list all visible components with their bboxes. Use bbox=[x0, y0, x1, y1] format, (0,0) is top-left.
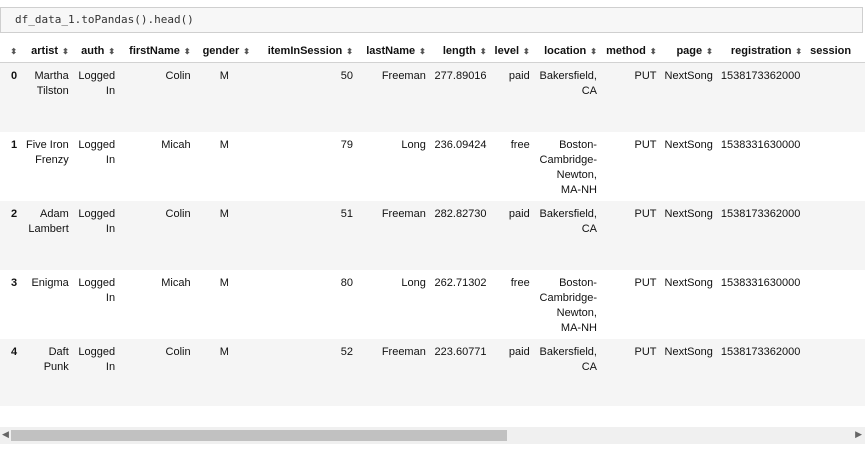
cell-method: PUT bbox=[603, 270, 663, 339]
cell-auth bbox=[75, 201, 121, 270]
cell-method: PUT bbox=[603, 63, 663, 132]
cell-line: Logged bbox=[78, 276, 116, 289]
cell-session bbox=[808, 339, 865, 407]
sort-icon[interactable]: ⬍ bbox=[183, 47, 191, 56]
cell-line: Bakersfield, bbox=[539, 345, 597, 358]
cell-location bbox=[536, 63, 603, 132]
column-header-registration[interactable]: registration ⬍ bbox=[719, 40, 808, 63]
cell-artist bbox=[23, 201, 75, 270]
cell-length: 223.60771 bbox=[432, 339, 493, 407]
output-padding bbox=[0, 406, 865, 424]
cell-line: Cambridge- bbox=[539, 153, 597, 166]
cell-line: Five Iron bbox=[25, 138, 69, 151]
scrollbar-thumb[interactable] bbox=[11, 430, 507, 441]
table-row bbox=[0, 270, 865, 339]
cell-line: Lambert bbox=[28, 222, 69, 235]
column-header-page[interactable]: page ⬍ bbox=[663, 40, 719, 63]
cell-location bbox=[536, 339, 603, 407]
cell-firstName: Micah bbox=[121, 132, 197, 201]
cell-artist bbox=[23, 132, 75, 201]
cell-line: Logged bbox=[78, 207, 116, 220]
cell-line: Logged bbox=[78, 138, 116, 151]
cell-artist bbox=[23, 270, 75, 339]
cell-location bbox=[536, 132, 603, 201]
cell-session bbox=[808, 201, 865, 270]
cell-gender: M bbox=[197, 339, 256, 407]
cell-lastName: Freeman bbox=[359, 201, 432, 270]
cell-line: Martha bbox=[34, 70, 69, 82]
cell-firstName: Colin bbox=[121, 201, 197, 270]
cell-itemInSession: 51 bbox=[256, 201, 359, 270]
cell-page: NextSong bbox=[663, 339, 719, 407]
cell-registration: 1538173362000 bbox=[719, 339, 808, 407]
cell-line: In bbox=[105, 153, 116, 166]
cell-session bbox=[808, 270, 865, 339]
cell-level: free bbox=[493, 270, 536, 339]
cell-artist bbox=[23, 63, 75, 132]
column-header-auth[interactable]: auth ⬍ bbox=[75, 40, 121, 63]
cell-firstName: Micah bbox=[121, 270, 197, 339]
cell-itemInSession: 80 bbox=[256, 270, 359, 339]
scroll-left-icon[interactable]: ◀ bbox=[2, 429, 9, 439]
cell-location bbox=[536, 270, 603, 339]
cell-length: 277.89016 bbox=[432, 63, 493, 132]
row-index: 3 bbox=[0, 270, 23, 339]
dataframe-table bbox=[0, 40, 865, 406]
cell-registration: 1538173362000 bbox=[719, 201, 808, 270]
cell-page: NextSong bbox=[663, 270, 719, 339]
cell-lastName: Long bbox=[359, 270, 432, 339]
cell-length: 262.71302 bbox=[432, 270, 493, 339]
table-row bbox=[0, 201, 865, 270]
cell-page: NextSong bbox=[663, 132, 719, 201]
cell-gender: M bbox=[197, 201, 256, 270]
cell-level: paid bbox=[493, 201, 536, 270]
cell-session bbox=[808, 132, 865, 201]
sort-icon[interactable]: ⬍ bbox=[62, 47, 69, 56]
cell-itemInSession: 52 bbox=[256, 339, 359, 407]
sort-icon[interactable]: ⬍ bbox=[649, 47, 657, 56]
cell-lastName: Long bbox=[359, 132, 432, 201]
cell-line: CA bbox=[581, 222, 597, 235]
code-cell[interactable] bbox=[0, 7, 863, 33]
cell-line: Punk bbox=[43, 360, 69, 373]
column-header-location[interactable]: location ⬍ bbox=[536, 40, 603, 63]
code-text[interactable]: df_data_1.toPandas().head() bbox=[15, 13, 194, 26]
cell-level: paid bbox=[493, 63, 536, 132]
sort-icon[interactable]: ⬍ bbox=[479, 47, 487, 56]
cell-line: Bakersfield, bbox=[539, 207, 597, 220]
header-row bbox=[0, 40, 865, 63]
row-index: 0 bbox=[0, 63, 23, 132]
row-index: 4 bbox=[0, 339, 23, 407]
index-header[interactable] bbox=[0, 40, 23, 63]
cell-itemInSession: 79 bbox=[256, 132, 359, 201]
column-header-gender[interactable]: gender ⬍ bbox=[197, 40, 256, 63]
column-header-firstName[interactable]: firstName ⬍ bbox=[121, 40, 197, 63]
cell-line: Logged bbox=[78, 345, 116, 358]
sort-icon[interactable]: ⬍ bbox=[523, 47, 530, 56]
cell-length: 282.82730 bbox=[432, 201, 493, 270]
row-index: 2 bbox=[0, 201, 23, 270]
table-row bbox=[0, 63, 865, 132]
cell-line: Newton, bbox=[556, 168, 597, 181]
sort-icon[interactable]: ⬍ bbox=[590, 47, 597, 56]
sort-icon[interactable]: ⬍ bbox=[108, 47, 116, 56]
cell-line: Frenzy bbox=[35, 153, 69, 166]
cell-line: In bbox=[105, 222, 116, 235]
column-header-itemInSession[interactable]: itemInSession ⬍ bbox=[256, 40, 359, 63]
cell-auth bbox=[75, 270, 121, 339]
cell-length: 236.09424 bbox=[432, 132, 493, 201]
sort-icon[interactable]: ⬍ bbox=[10, 47, 18, 56]
column-header-length[interactable]: length ⬍ bbox=[432, 40, 493, 63]
table-row bbox=[0, 132, 865, 201]
cell-line: Logged bbox=[78, 70, 116, 82]
sort-icon[interactable]: ⬍ bbox=[795, 47, 803, 56]
cell-gender: M bbox=[197, 132, 256, 201]
cell-line: MA-NH bbox=[560, 321, 597, 334]
cell-auth bbox=[75, 63, 121, 132]
cell-line: CA bbox=[581, 85, 597, 97]
cell-line: Adam bbox=[40, 207, 69, 220]
cell-method: PUT bbox=[603, 201, 663, 270]
output-area bbox=[0, 40, 865, 406]
cell-artist bbox=[23, 339, 75, 407]
cell-level: free bbox=[493, 132, 536, 201]
sort-icon[interactable]: ⬍ bbox=[243, 47, 250, 56]
cell-location bbox=[536, 201, 603, 270]
row-index: 1 bbox=[0, 132, 23, 201]
cell-line: Tilston bbox=[36, 85, 69, 97]
cell-line: CA bbox=[581, 360, 597, 373]
cell-registration: 1538331630000 bbox=[719, 270, 808, 339]
cell-line: Enigma bbox=[31, 276, 69, 289]
cell-registration: 1538331630000 bbox=[719, 132, 808, 201]
column-header-lastName[interactable]: lastName ⬍ bbox=[359, 40, 432, 63]
sort-icon[interactable]: ⬍ bbox=[346, 47, 353, 56]
cell-gender: M bbox=[197, 270, 256, 339]
cell-auth bbox=[75, 339, 121, 407]
cell-line: Boston- bbox=[559, 138, 597, 151]
scroll-right-icon[interactable]: ▶ bbox=[855, 429, 862, 439]
cell-auth bbox=[75, 132, 121, 201]
cell-page: NextSong bbox=[663, 201, 719, 270]
cell-line: MA-NH bbox=[560, 183, 597, 196]
cell-line: Cambridge- bbox=[539, 291, 597, 304]
cell-level: paid bbox=[493, 339, 536, 407]
cell-lastName: Freeman bbox=[359, 339, 432, 407]
table-row bbox=[0, 339, 865, 407]
column-header-artist[interactable]: artist ⬍ bbox=[23, 40, 75, 63]
column-header-method[interactable]: method ⬍ bbox=[603, 40, 663, 63]
cell-line: In bbox=[105, 360, 116, 373]
cell-registration: 1538173362000 bbox=[719, 63, 808, 132]
cell-method: PUT bbox=[603, 132, 663, 201]
cell-line: Newton, bbox=[556, 306, 597, 319]
cell-line: Boston- bbox=[559, 276, 597, 289]
cell-line: Bakersfield, bbox=[539, 70, 597, 82]
sort-icon[interactable]: ⬍ bbox=[706, 47, 713, 56]
cell-method: PUT bbox=[603, 339, 663, 407]
cell-firstName: Colin bbox=[121, 339, 197, 407]
cell-session bbox=[808, 63, 865, 132]
sort-icon[interactable]: ⬍ bbox=[419, 47, 426, 56]
cell-line: In bbox=[105, 85, 116, 97]
cell-page: NextSong bbox=[663, 63, 719, 132]
horizontal-scrollbar[interactable] bbox=[0, 427, 865, 444]
cell-firstName: Colin bbox=[121, 63, 197, 132]
cell-itemInSession: 50 bbox=[256, 63, 359, 132]
column-header-session[interactable]: session bbox=[808, 40, 865, 63]
cell-line: Daft bbox=[48, 345, 69, 358]
column-header-level[interactable]: level ⬍ bbox=[493, 40, 536, 63]
cell-line: In bbox=[105, 291, 116, 304]
cell-lastName: Freeman bbox=[359, 63, 432, 132]
cell-gender: M bbox=[197, 63, 256, 132]
